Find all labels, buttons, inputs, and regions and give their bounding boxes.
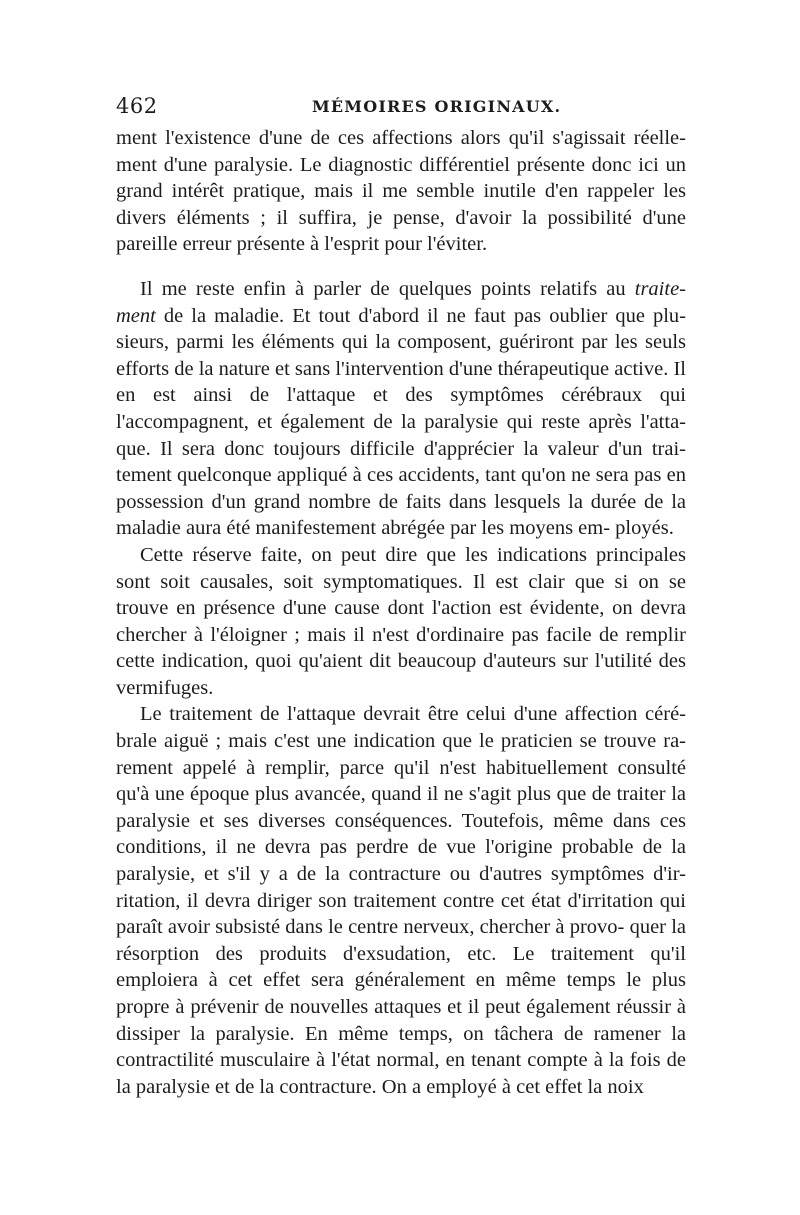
paragraph-3: Cette réserve faite, on peut dire que les indications principales sont soit causales, soit symptomatiques. Il est clair que si on se trouve en présence d'une cause dont l'action est évidente, on devra chercher à l'éloigner ; mais il n'est d'ordinaire pas facile de remplir cette indication, quoi qu'aient dit beaucoup d'auteurs sur l'utilité des vermifuges. (116, 543, 686, 699)
page-number: 462 (116, 94, 158, 118)
page-header (116, 94, 684, 128)
paragraph-2-rest: de la maladie. Et tout d'abord il ne faut pas oublier que plu- sieurs, parmi les éléments qui la composent, guériront par les seuls efforts de la nature et sans l'intervention d'une thérapeutique active. Il en est ainsi de l'attaque et des symptômes cérébraux qui l'accompagnent, et également de la paralysie qui reste après l'atta- que. Il sera donc toujours difficile d'apprécier la valeur d'un trai- tement quelconque appliqué à ces accidents, tant qu'on ne sera pas en possession d'un grand nombre de faits dans lesquels la durée de la maladie aura été manifestement abrégée par les moyens em- ployés. (116, 304, 686, 540)
body-text (116, 125, 686, 1100)
italic-term: traite- ment (116, 277, 686, 327)
paragraph-4: Le traitement de l'attaque devrait être celui d'une affection céré- brale aiguë ; mais c'est une indication que le praticien se trouve ra- rement appelé à remplir, parce qu'il n'est habituellement consulté qu'à une époque plus avancée, quand il ne s'agit plus que de traiter la paralysie et ses diverses conséquences. Toutefois, même dans ces conditions, il ne devra pas perdre de vue l'origine probable de la paralysie, et s'il y a de la contracture ou d'autres symptômes d'ir- ritation, il devra diriger son traitement contre cet état d'irritation qui paraît avoir subsisté dans le centre nerveux, chercher à provo- quer la résorption des produits d'exsudation, etc. Le traitement qu'il emploiera à cet effet sera généralement en même temps le plus propre à prévenir de nouvelles attaques et il peut également réussir à dissiper la paralysie. En même temps, on tâchera de ramener la contractilité musculaire à l'état normal, en tenant compte à la fois de la paralysie et de la contracture. On a employé à cet effet la noix (116, 703, 686, 1098)
paragraph-2 (116, 276, 686, 542)
paragraph-1: ment l'existence d'une de ces affections alors qu'il s'agissait réelle- ment d'une paralysie. Le diagnostic différentiel présente donc ici un grand intérêt pratique, mais il me semble inutile d'en rappeler les divers éléments ; il suffira, je pense, d'avoir la possibilité d'une pareille erreur présente à l'esprit pour l'éviter. (116, 127, 686, 256)
paragraph-2-start: Il me reste enfin à parler de quelques points relatifs au (140, 277, 635, 300)
running-title: MÉMOIRES ORIGINAUX. (312, 97, 562, 116)
